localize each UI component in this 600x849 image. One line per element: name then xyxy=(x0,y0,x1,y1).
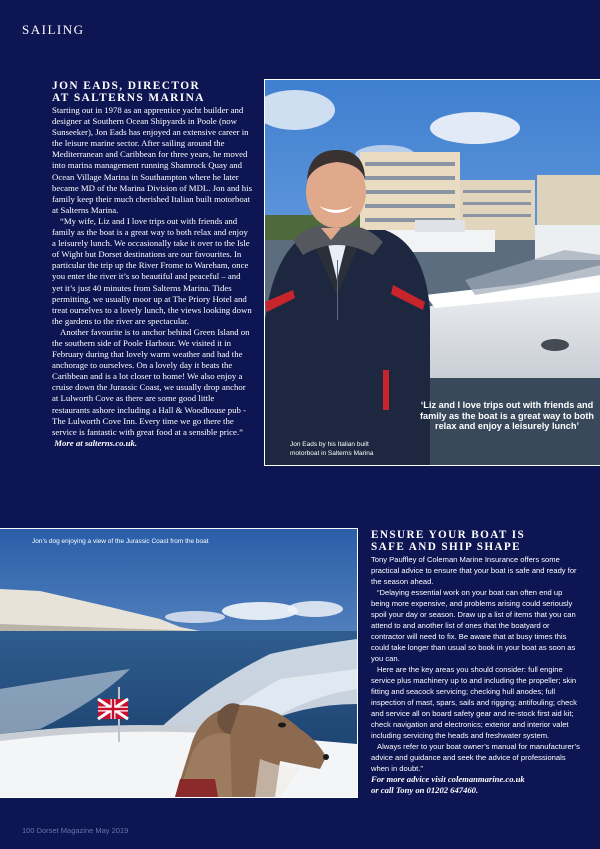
article-boat-safety xyxy=(371,529,581,795)
photo-dog-jurassic-coast xyxy=(0,528,358,798)
page-folio: 100 Dorset Magazine May 2019 xyxy=(22,826,129,835)
paragraph: Always refer to your boat owner’s manual for manufacturer’s advice and guidance and seek the advice of professionals when in doubt.” xyxy=(371,742,580,773)
photo-caption: Jon’s dog enjoying a view of the Jurassic Coast from the boat xyxy=(32,538,209,545)
paragraph: Starting out in 1978 as an apprentice yacht builder and designer at Southern Ocean Shipyards in Poole (now Sunseeker), Jon Eads has enjoyed an extensive career in the leisure marine sector. After sailing around the Mediterranean and Caribbean for three years, he moved into marina management running Shamrock Quay and Ocean Village Marina in Southampton where he later became MD of the Marina Division of MDL. Jon and his family keep their much cherished Italian built motorboat at Salterns Marina. xyxy=(52,105,252,215)
paragraph: “Delaying essential work on your boat can often end up being more expensive, and problems arising could seriously spoil your day or season. Draw up a list of items that you can attend to and another list of ones that the boatyard or contractor will need to fix. Be aware that at busy times this could take longer than usual so book in your boat as soon as you can. xyxy=(371,588,576,663)
article-body xyxy=(371,554,581,774)
article-headline: JON EADS, DIRECTOR AT SALTERNS MARINA xyxy=(52,80,205,104)
section-tag: SAILING xyxy=(22,22,85,37)
pull-quote: ‘Liz and I love trips out with friends and family as the boat is a great way to both relax and enjoy a leisurely lunch’ xyxy=(419,400,595,432)
article-jon-eads xyxy=(52,80,252,449)
article-headline: ENSURE YOUR BOAT IS SAFE AND SHIP SHAPE xyxy=(371,529,526,553)
paragraph: “My wife, Liz and I love trips out with friends and family as the boat is a great way to both relax and enjoy a leisurely lunch. We occasionally take it over to the Isle of Wight but Dorset destinations are our favourites. In particular the trip up the River Frome to Wareham, once you enter the river it’s so beautiful and peaceful – and yet it’s just 40 minutes from Salterns Marina. Tides permitting, we usually moor up at The Priory Hotel and treat ourselves to a lovely lunch, the views looking down the gardens to the river are spectacular. xyxy=(52,215,252,326)
website-link[interactable]: More at salterns.co.uk. xyxy=(54,437,138,448)
paragraph: Tony Pauffley of Coleman Marine Insurance offers some practical advice to ensure that your boat is safe and ready for the season ahead. xyxy=(371,555,577,586)
article-body xyxy=(52,105,252,449)
paragraph: Here are the key areas you should consider: full engine service plus machinery up to and including the propeller; skin fitting and seacock servicing; checking hull anodes; full inspection of mast, spars, sails and rigging; antifouling; check and service all on board safety gear and re-stock first aid kit; check navigation and electronics; exterior and interior valet including servicing the heads and freshwater system. xyxy=(371,665,577,740)
advice-link[interactable]: For more advice visit colemanmarine.co.uk or call Tony on 01202 647460. xyxy=(371,774,525,795)
photo-caption: Jon Eads by his Italian built motorboat in Salterns Marina xyxy=(290,441,374,457)
paragraph: Another favourite is to anchor behind Green Island on the southern side of Poole Harbour. We visited it in February during that lovely warm weather and had the anchorage to ourselves. On a lovely day it beats the Caribbean and is a lot closer to home! We also enjoy a cruise down the Jurassic Coast, we usually drop anchor at Lulworth Cove as there are some good little restaurants ashore including a Hall & Woodhouse pub - The Lulworth Cove Inn. Every time we go there the service is fantastic with great food at a sensible price.” xyxy=(52,326,250,437)
